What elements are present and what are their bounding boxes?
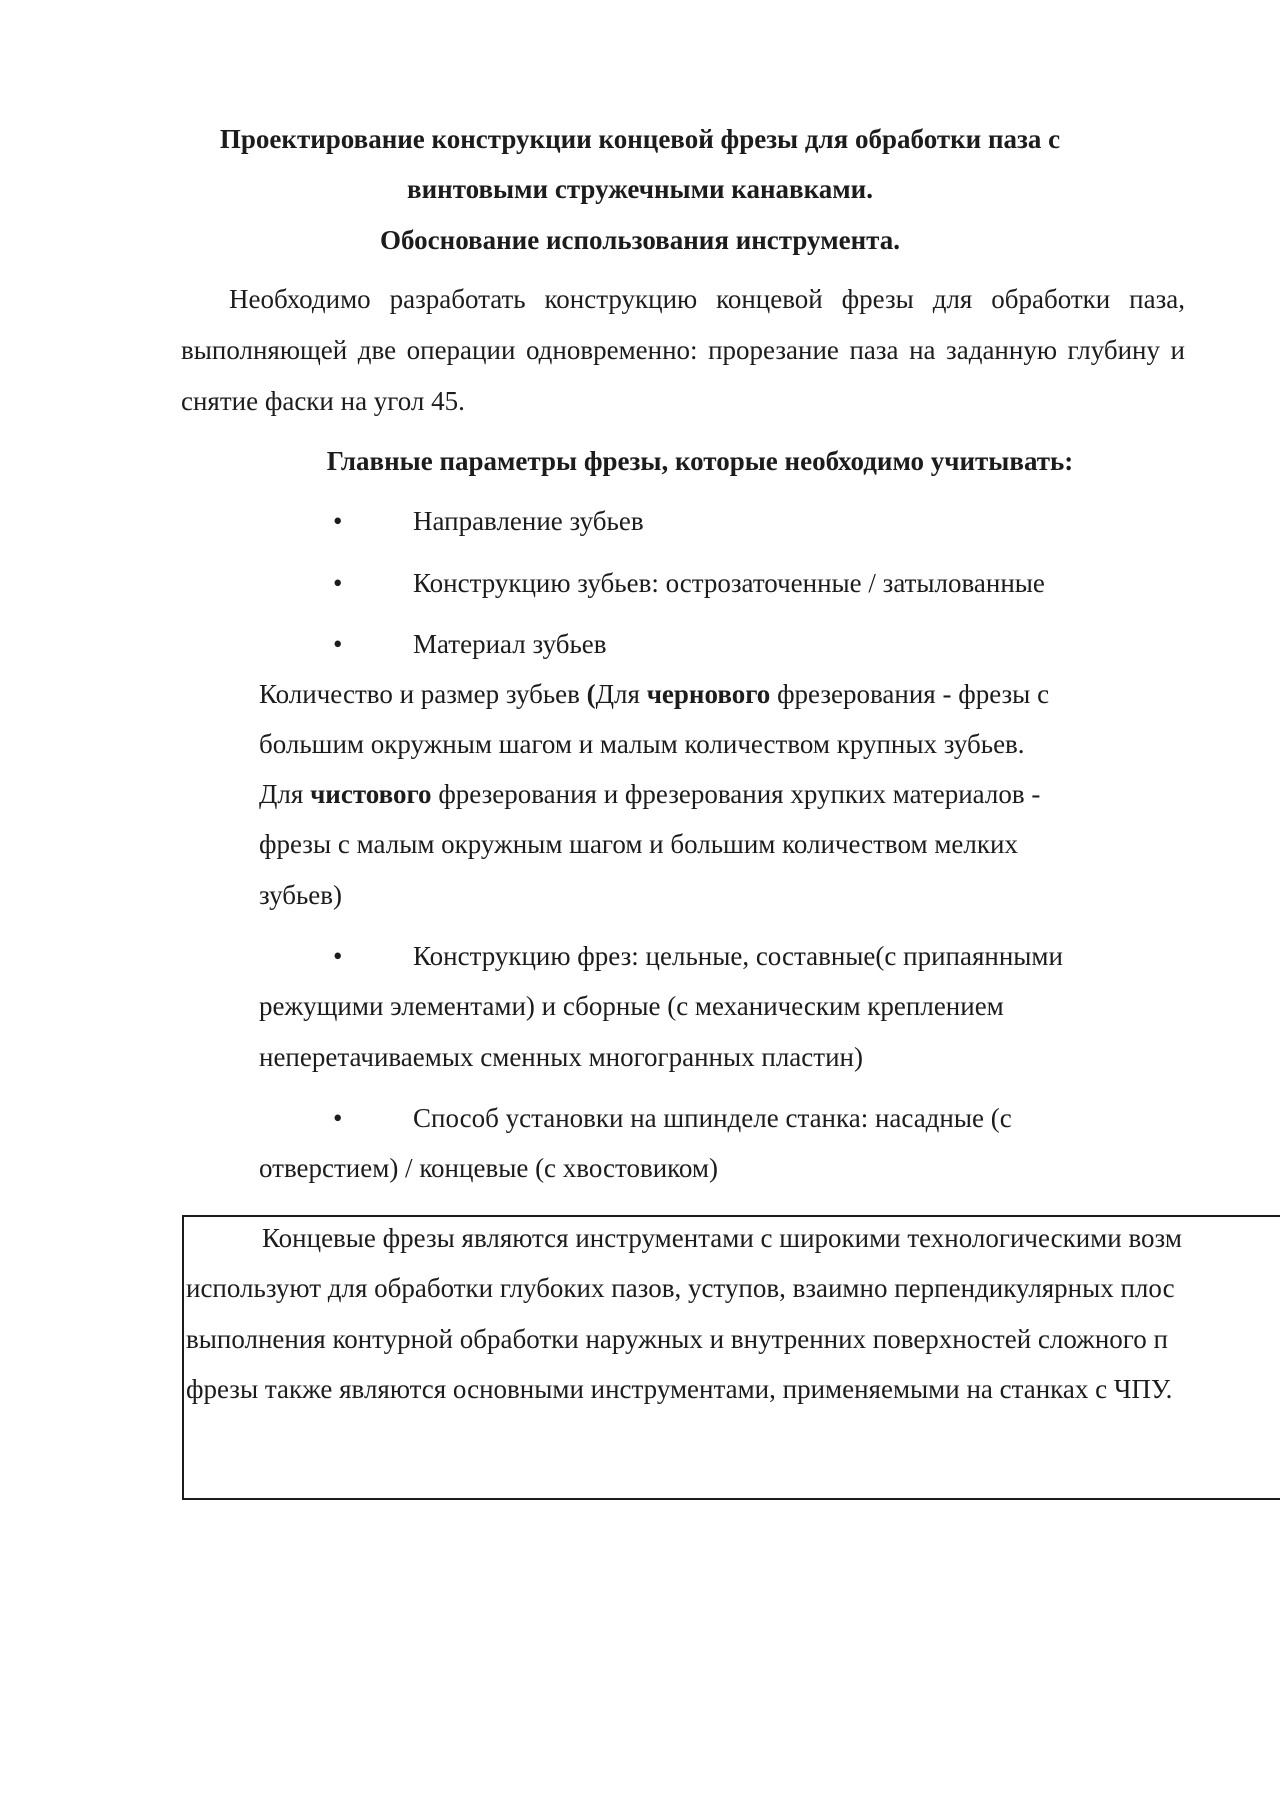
list-item: Направление зубьев <box>413 506 644 536</box>
params-heading: Главные параметры фрезы, которые необходимо учитывать: <box>326 446 1074 476</box>
intro-paragraph: Необходимо разработать конструкцию концевой фрезы для обработки паза, выполняющей две операции одновременно: прорезание паза на заданную глубину и снятие фаски на угол 45. <box>181 284 1185 416</box>
teeth-count-line-2: большим окружным шагом и малым количеством крупных зубьев. <box>259 729 1025 759</box>
finish-milling-bold: чистового <box>310 779 432 809</box>
teeth-count-line-4: фрезы с малым окружным шагом и большим количеством мелких <box>259 829 1018 859</box>
bullet-marker: • <box>333 1103 343 1133</box>
list-item-continuation: отверстием) / концевые (с хвостовиком) <box>259 1153 718 1183</box>
bullet-marker: • <box>333 941 343 971</box>
text-box-line-4: фрезы также являются основными инструментами, применяемыми на станках с ЧПУ. <box>186 1374 1173 1404</box>
teeth-count-line-1 <box>259 678 1049 710</box>
text-box <box>182 1215 1280 1500</box>
list-item: Конструкцию фрез: цельные, составные(с припаянными <box>413 941 1063 971</box>
text-box-line-2: используют для обработки глубоких пазов, уступов, взаимно перпендикулярных плос <box>186 1273 1175 1303</box>
teeth-count-line-3 <box>259 778 1040 810</box>
text-run: Для <box>595 679 647 709</box>
list-item-continuation: неперетачиваемых сменных многогранных пластин) <box>259 1042 863 1072</box>
list-item: Материал зубьев <box>413 629 607 659</box>
bullet-marker: • <box>333 629 343 659</box>
teeth-count-line-5: зубьев) <box>259 880 343 910</box>
subtitle: Обоснование использования инструмента. <box>380 225 900 255</box>
list-item: Конструкцию зубьев: острозаточенные / затылованные <box>413 568 1045 598</box>
bullet-marker: • <box>333 568 343 598</box>
text-run: фрезерования и фрезерования хрупких материалов - <box>431 779 1041 809</box>
text-run: фрезерования - фрезы с <box>770 679 1050 709</box>
text-box-line-3: выполнения контурной обработки наружных и внутренних поверхностей сложного п <box>186 1324 1168 1354</box>
text-box-line-1: Концевые фрезы являются инструментами с широкими технологическими возм <box>262 1223 1182 1253</box>
text-run: Количество и размер зубьев <box>259 679 587 709</box>
list-item: Способ установки на шпинделе станка: насадные (с <box>413 1103 1012 1133</box>
text-run-bold: ( <box>586 679 596 709</box>
title-line-2: винтовыми стружечными канавками. <box>407 174 873 204</box>
rough-milling-bold: чернового <box>646 679 771 709</box>
bullet-marker: • <box>333 506 343 536</box>
title-line-1: Проектирование конструкции концевой фрезы для обработки паза с <box>219 124 1061 154</box>
text-run: Для <box>259 779 311 809</box>
list-item-continuation: режущими элементами) и сборные (с механическим креплением <box>259 991 1004 1021</box>
